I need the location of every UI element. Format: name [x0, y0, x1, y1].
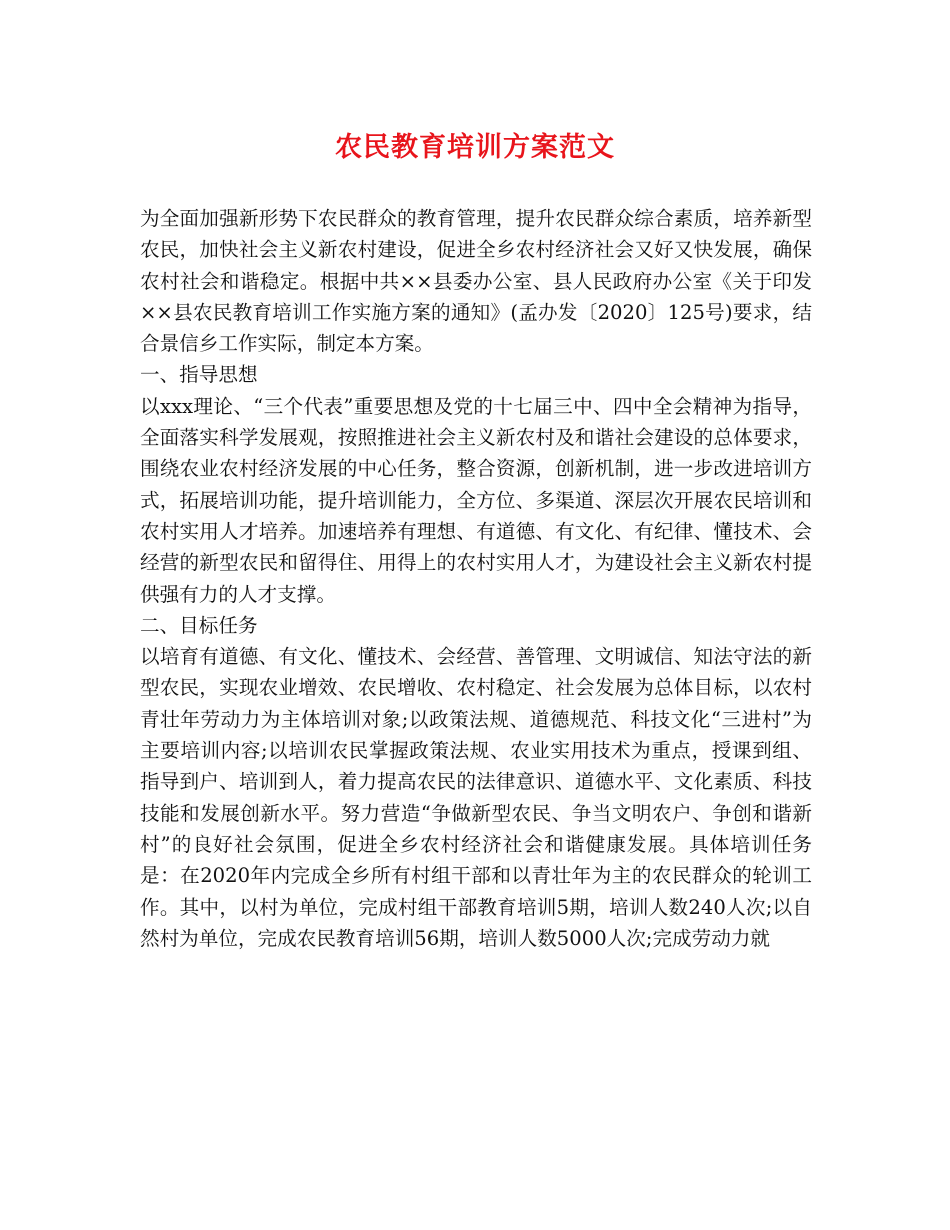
section-heading-guiding-ideology: 一、指导思想: [140, 363, 258, 387]
document-title: 农民教育培训方案范文: [335, 132, 615, 163]
section-text-guiding-ideology: 以xxx理论、“三个代表”重要思想及党的十七届三中、四中全会精神为指导，全面落实科学发展观，按照推进社会主义新农村及和谐社会建设的总体要求，围绕农业农村经济发展的中心任务，整合资源，创新机制，进一步改进培训方式，拓展培训功能，提升培训能力，全方位、多渠道、深层次开展农民培训和农村实用人才培养。加速培养有理想、有道德、有文化、有纪律、懂技术、会经营的新型农民和留得住、用得上的农村实用人才，为建设社会主义新农村提供强有力的人才支撑。: [140, 394, 812, 606]
section-heading-goals-tasks: 二、目标任务: [140, 613, 258, 637]
document-body: [140, 203, 812, 954]
intro-paragraph: 为全面加强新形势下农民群众的教育管理，提升农民群众综合素质，培养新型农民，加快社会主义新农村建设，促进全乡农村经济社会又好又快发展，确保农村社会和谐稳定。根据中共××县委办公室、县人民政府办公室《关于印发××县农民教育培训工作实施方案的通知》(孟办发〔2020〕125号)要求，结合景信乡工作实际，制定本方案。: [140, 207, 812, 356]
section-text-goals-tasks: 以培育有道德、有文化、懂技术、会经营、善管理、文明诚信、知法守法的新型农民，实现农业增效、农民增收、农村稳定、社会发展为总体目标，以农村青壮年劳动力为主体培训对象;以政策法规、道德规范、科技文化“三进村”为主要培训内容;以培训农民掌握政策法规、农业实用技术为重点，授课到组、指导到户、培训到人，着力提高农民的法律意识、道德水平、文化素质、科技技能和发展创新水平。努力营造“争做新型农民、争当文明农户、争创和谐新村”的良好社会氛围，促进全乡农村经济社会和谐健康发展。具体培训任务是：在2020年内完成全乡所有村组干部和以青壮年为主的农民群众的轮训工作。其中，以村为单位，完成村组干部教育培训5期，培训人数240人次;以自然村为单位，完成农民教育培训56期，培训人数5000人次;完成劳动力就: [140, 645, 812, 950]
